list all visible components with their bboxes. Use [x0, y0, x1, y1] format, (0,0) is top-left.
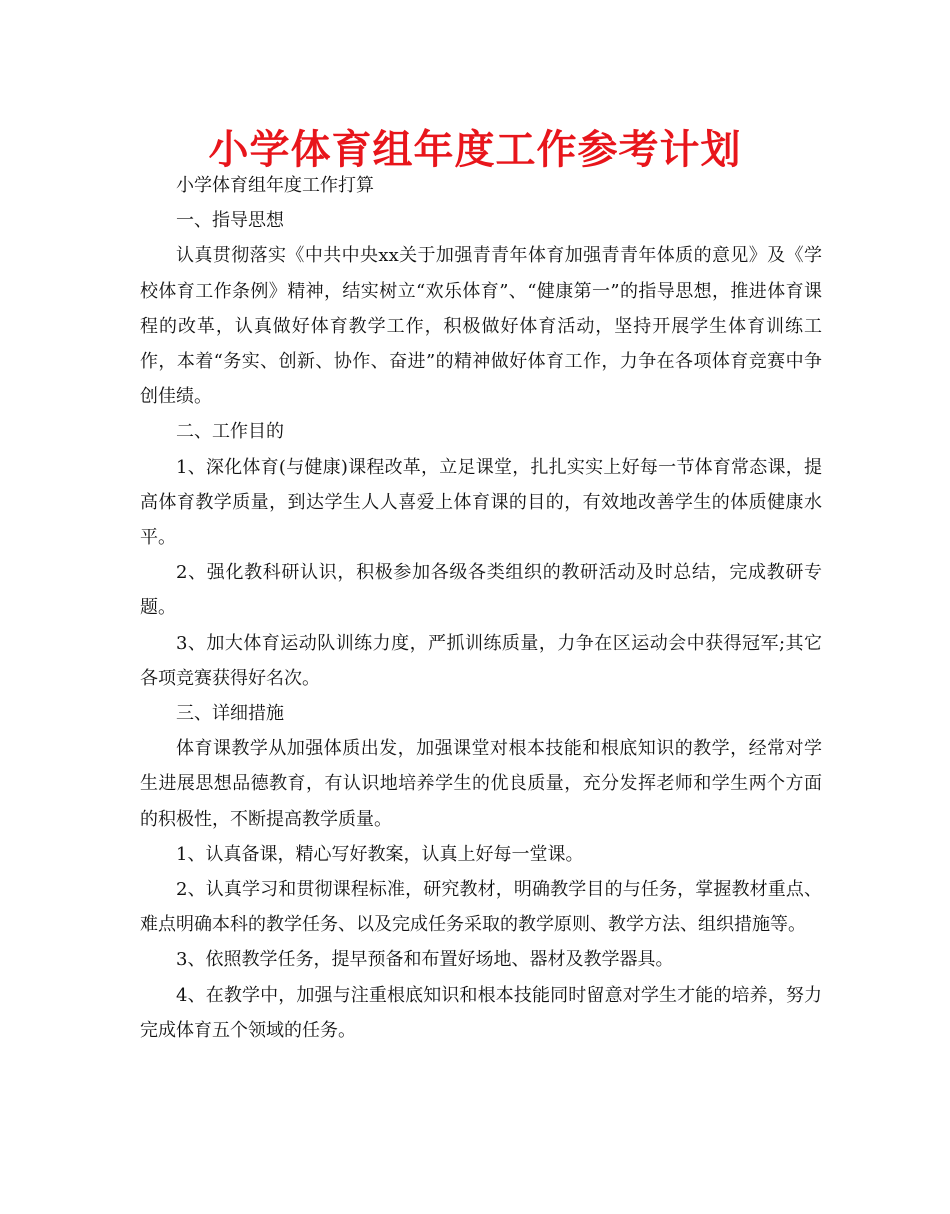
paragraph: 体育课教学从加强体质出发，加强课堂对根本技能和根底知识的教学，经常对学生进展思想品德教育，有认识地培养学生的优良质量，充分发挥老师和学生两个方面的积极性，不断提高教学质量。	[140, 738, 822, 830]
document-body	[140, 168, 822, 1048]
section-heading-2: 二、工作目的	[176, 421, 284, 443]
paragraph: 1、深化体育(与健康)课程改革，立足课堂，扎扎实实上好每一节体育常态课，提高体育教学质量，到达学生人人喜爱上体育课的目的，有效地改善学生的体质健康水平。	[140, 456, 822, 549]
paragraph: 认真贯彻落实《中共中央xx关于加强青青年体育加强青青年体质的意见》及《学校体育工作条例》精神，结实树立“欢乐体育”、“健康第一”的指导思想，推进体育课程的改革，认真做好体育教学工作，积极做好体育活动，坚持开展学生体育训练工作，本着“务实、创新、协作、奋进”的精神做好体育工作，力争在各项体育竞赛中争创佳绩。	[140, 245, 822, 408]
paragraph: 4、在教学中，加强与注重根底知识和根本技能同时留意对学生才能的培养，努力完成体育五个领域的任务。	[140, 984, 822, 1041]
paragraph-subtitle: 小学体育组年度工作打算	[176, 175, 374, 196]
paragraph: 1、认真备课，精心写好教案，认真上好每一堂课。	[176, 843, 584, 865]
paragraph: 3、依照教学任务，提早预备和布置好场地、器材及教学器具。	[176, 949, 674, 971]
section-heading-1: 一、指导思想	[176, 210, 284, 232]
paragraph: 2、认真学习和贯彻课程标准，研究教材，明确教学目的与任务，掌握教材重点、难点明确本科的教学任务、以及完成任务采取的教学原则、教学方法、组织措施等。	[140, 879, 822, 936]
paragraph: 2、强化教科研认识，积极参加各级各类组织的教研活动及时总结，完成教研专题。	[140, 562, 822, 619]
paragraph: 3、加大体育运动队训练力度，严抓训练质量，力争在区运动会中获得冠军;其它各项竞赛获得好名次。	[140, 632, 822, 689]
document-title: 小学体育组年度工作参考计划	[208, 127, 742, 173]
section-heading-3: 三、详细措施	[176, 703, 284, 725]
